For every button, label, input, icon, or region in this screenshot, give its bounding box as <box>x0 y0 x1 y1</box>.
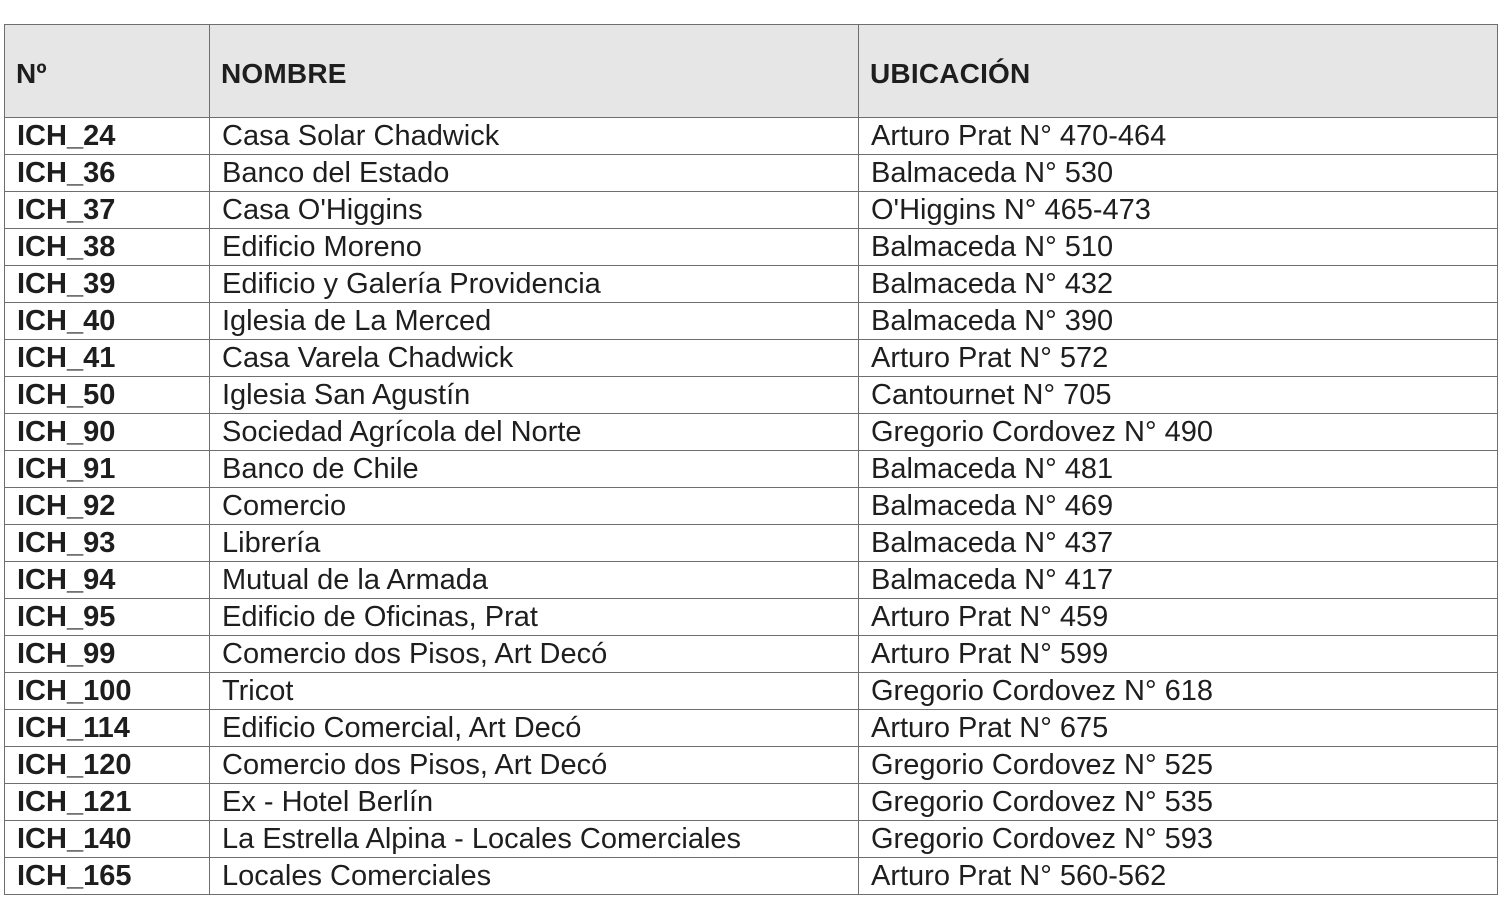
cell-location: Arturo Prat N° 470-464 <box>859 118 1498 155</box>
cell-location: Gregorio Cordovez N° 490 <box>859 414 1498 451</box>
cell-name: Comercio dos Pisos, Art Decó <box>210 636 859 673</box>
cell-number: ICH_92 <box>5 488 210 525</box>
cell-location: Balmaceda N° 481 <box>859 451 1498 488</box>
table-row <box>5 229 1498 266</box>
cell-number: ICH_37 <box>5 192 210 229</box>
cell-number: ICH_41 <box>5 340 210 377</box>
cell-location: Cantournet N° 705 <box>859 377 1498 414</box>
heritage-buildings-table-container <box>4 24 1497 895</box>
cell-location: Balmaceda N° 417 <box>859 562 1498 599</box>
cell-name: Ex - Hotel Berlín <box>210 784 859 821</box>
cell-name: Comercio <box>210 488 859 525</box>
header-row <box>5 25 1498 118</box>
cell-number: ICH_50 <box>5 377 210 414</box>
cell-number: ICH_165 <box>5 858 210 895</box>
table-header <box>5 25 1498 118</box>
cell-name: Tricot <box>210 673 859 710</box>
table-row <box>5 599 1498 636</box>
table-row <box>5 451 1498 488</box>
table-row <box>5 303 1498 340</box>
table-row <box>5 118 1498 155</box>
cell-number: ICH_99 <box>5 636 210 673</box>
cell-name: Banco del Estado <box>210 155 859 192</box>
cell-number: ICH_140 <box>5 821 210 858</box>
table-body <box>5 118 1498 895</box>
cell-location: Arturo Prat N° 675 <box>859 710 1498 747</box>
cell-location: Arturo Prat N° 459 <box>859 599 1498 636</box>
table-row <box>5 710 1498 747</box>
column-header-location: UBICACIÓN <box>859 25 1498 118</box>
cell-name: Casa Varela Chadwick <box>210 340 859 377</box>
cell-location: Balmaceda N° 432 <box>859 266 1498 303</box>
table-row <box>5 377 1498 414</box>
cell-number: ICH_91 <box>5 451 210 488</box>
cell-number: ICH_40 <box>5 303 210 340</box>
table-row <box>5 488 1498 525</box>
table-row <box>5 525 1498 562</box>
table-row <box>5 192 1498 229</box>
table-row <box>5 784 1498 821</box>
cell-name: Mutual de la Armada <box>210 562 859 599</box>
table-row <box>5 747 1498 784</box>
cell-name: Iglesia San Agustín <box>210 377 859 414</box>
cell-name: Edificio Moreno <box>210 229 859 266</box>
cell-location: Balmaceda N° 437 <box>859 525 1498 562</box>
column-header-number: Nº <box>5 25 210 118</box>
cell-name: Iglesia de La Merced <box>210 303 859 340</box>
table-row <box>5 673 1498 710</box>
column-header-name: NOMBRE <box>210 25 859 118</box>
heritage-buildings-table <box>4 24 1498 895</box>
cell-number: ICH_100 <box>5 673 210 710</box>
cell-location: Balmaceda N° 510 <box>859 229 1498 266</box>
cell-location: Gregorio Cordovez N° 618 <box>859 673 1498 710</box>
cell-name: Edificio Comercial, Art Decó <box>210 710 859 747</box>
cell-name: Locales Comerciales <box>210 858 859 895</box>
table-row <box>5 636 1498 673</box>
cell-number: ICH_24 <box>5 118 210 155</box>
cell-name: Librería <box>210 525 859 562</box>
table-row <box>5 340 1498 377</box>
cell-number: ICH_121 <box>5 784 210 821</box>
cell-location: Arturo Prat N° 560-562 <box>859 858 1498 895</box>
cell-number: ICH_93 <box>5 525 210 562</box>
table-row <box>5 858 1498 895</box>
cell-name: Casa Solar Chadwick <box>210 118 859 155</box>
cell-number: ICH_39 <box>5 266 210 303</box>
cell-number: ICH_114 <box>5 710 210 747</box>
cell-location: Balmaceda N° 390 <box>859 303 1498 340</box>
cell-name: Comercio dos Pisos, Art Decó <box>210 747 859 784</box>
cell-location: Arturo Prat N° 599 <box>859 636 1498 673</box>
table-row <box>5 414 1498 451</box>
cell-number: ICH_36 <box>5 155 210 192</box>
table-row <box>5 562 1498 599</box>
cell-number: ICH_95 <box>5 599 210 636</box>
cell-number: ICH_38 <box>5 229 210 266</box>
cell-location: Balmaceda N° 530 <box>859 155 1498 192</box>
table-row <box>5 155 1498 192</box>
cell-location: Gregorio Cordovez N° 525 <box>859 747 1498 784</box>
cell-name: Sociedad Agrícola del Norte <box>210 414 859 451</box>
cell-location: Balmaceda N° 469 <box>859 488 1498 525</box>
cell-name: La Estrella Alpina - Locales Comerciales <box>210 821 859 858</box>
cell-number: ICH_120 <box>5 747 210 784</box>
table-row <box>5 821 1498 858</box>
table-row <box>5 266 1498 303</box>
cell-location: Arturo Prat N° 572 <box>859 340 1498 377</box>
cell-name: Edificio y Galería Providencia <box>210 266 859 303</box>
cell-number: ICH_94 <box>5 562 210 599</box>
cell-number: ICH_90 <box>5 414 210 451</box>
cell-location: Gregorio Cordovez N° 593 <box>859 821 1498 858</box>
cell-location: Gregorio Cordovez N° 535 <box>859 784 1498 821</box>
cell-location: O'Higgins N° 465-473 <box>859 192 1498 229</box>
cell-name: Banco de Chile <box>210 451 859 488</box>
cell-name: Casa O'Higgins <box>210 192 859 229</box>
cell-name: Edificio de Oficinas, Prat <box>210 599 859 636</box>
